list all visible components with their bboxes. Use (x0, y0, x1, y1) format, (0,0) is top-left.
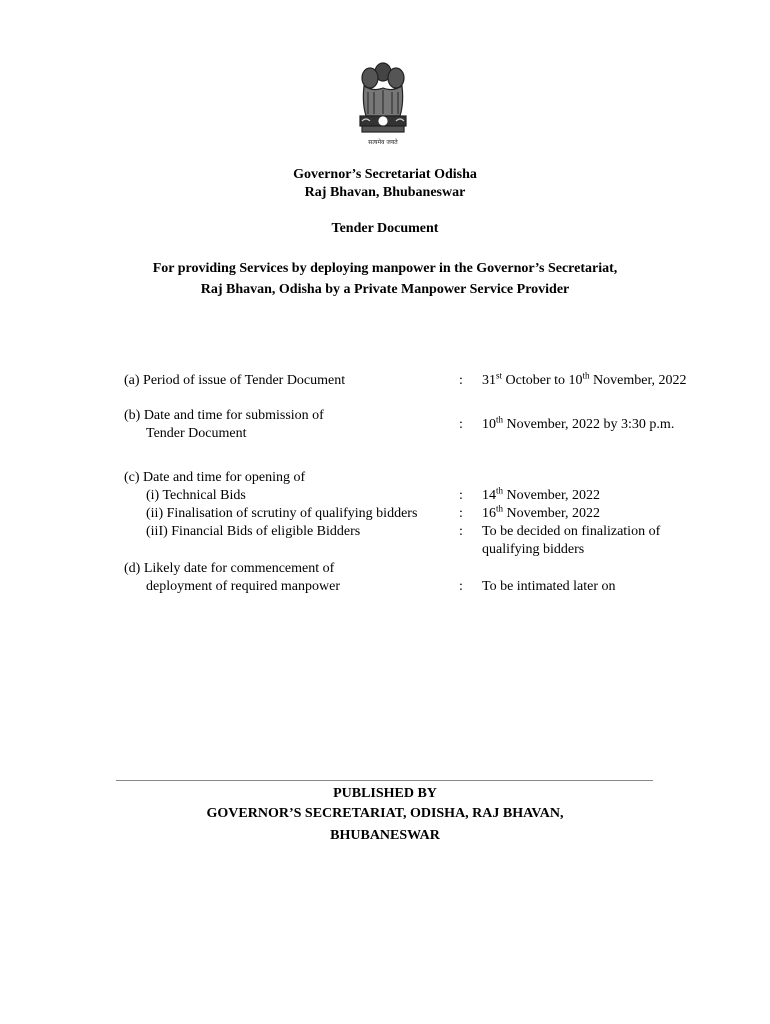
item-d-label-cont: deployment of required manpower (146, 579, 340, 594)
item-c-iii-label: (iiI) Financial Bids of eligible Bidders (146, 524, 361, 539)
purpose-line-2: Raj Bhavan, Odisha by a Private Manpower Service Provider (200, 282, 570, 297)
publisher-name: GOVERNOR’S SECRETARIAT, ODISHA, RAJ BHAVAN, (206, 806, 564, 821)
item-b-label-cont: Tender Document (146, 426, 247, 441)
item-d-label: (d) Likely date for commencement of (124, 561, 335, 576)
item-a-colon: : (459, 373, 463, 388)
item-a-value: 31st October to 10th November, 2022 (482, 370, 687, 388)
item-c-i-value: 14th November, 2022 (482, 485, 601, 503)
state-emblem-icon (352, 58, 414, 150)
item-c-label: (c) Date and time for opening of (124, 470, 306, 485)
item-c-iii-value-cont: qualifying bidders (482, 542, 585, 557)
item-a-label: (a) Period of issue of Tender Document (124, 373, 346, 388)
item-c-ii-colon: : (459, 506, 463, 521)
document-title: Tender Document (331, 221, 439, 236)
item-b-label: (b) Date and time for submission of (124, 408, 324, 423)
item-c-i-label: (i) Technical Bids (146, 488, 246, 503)
svg-text:सत्यमेव जयते: सत्यमेव जयते (368, 139, 398, 146)
item-d-colon: : (459, 579, 463, 594)
purpose-line-1: For providing Services by deploying manpower in the Governor’s Secretariat, (152, 261, 618, 276)
item-c-i-colon: : (459, 488, 463, 503)
item-b-colon: : (459, 417, 463, 432)
publisher-city: BHUBANESWAR (330, 828, 440, 843)
item-c-iii-value: To be decided on finalization of (482, 524, 661, 539)
org-location: Raj Bhavan, Bhubaneswar (304, 185, 466, 200)
org-name: Governor’s Secretariat Odisha (293, 167, 477, 182)
item-c-ii-value: 16th November, 2022 (482, 503, 601, 521)
item-c-ii-label: (ii) Finalisation of scrutiny of qualifying bidders (146, 506, 418, 521)
footer-divider (116, 780, 653, 781)
item-d-value: To be intimated later on (482, 579, 616, 594)
item-b-value: 10th November, 2022 by 3:30 p.m. (482, 414, 675, 432)
published-by: PUBLISHED BY (333, 786, 437, 801)
item-c-iii-colon: : (459, 524, 463, 539)
